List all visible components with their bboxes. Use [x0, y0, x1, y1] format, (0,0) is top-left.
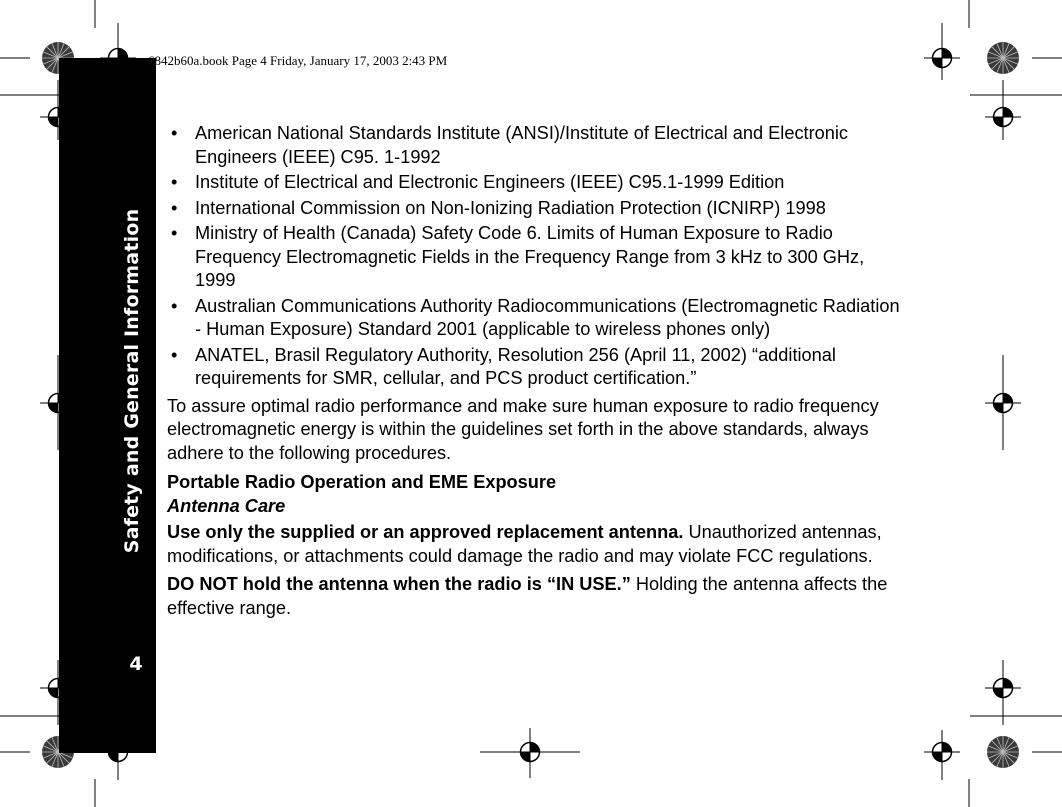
page-number: 4: [129, 653, 143, 675]
bullet: •: [171, 172, 178, 192]
antenna-paragraph: [167, 521, 907, 568]
list-item-text: Ministry of Health (Canada) Safety Code 6. Limits of Human Exposure to Radio Frequency Electromagnetic Fields in the Frequency Range from 3 kHz to 300 GHz, 1999: [195, 223, 865, 290]
list-item: [167, 122, 907, 169]
paragraph-body: Unauthorized antennas, modifications, or attachments could damage the radio and may violate FCC regulations.: [167, 522, 882, 566]
intro-paragraph: To assure optimal radio performance and make sure human exposure to radio frequency electromagnetic energy is within the guidelines set forth in the above standards, always adhere to the following procedures.: [167, 395, 879, 463]
list-item-text: Australian Communications Authority Radiocommunications (Electromagnetic Radiation - Human Exposure) Standard 2001 (applicable to wireless phones only): [195, 295, 900, 339]
list-item: [167, 222, 907, 293]
list-item: [167, 197, 907, 221]
bullet: •: [171, 197, 178, 218]
page-content: [167, 122, 907, 620]
list-item: [167, 171, 907, 195]
paragraph-body: Holding the antenna affects the effective range.: [167, 574, 888, 618]
subsection-heading: Antenna Care: [167, 495, 286, 516]
book-header: 6842b60a.book Page 4 Friday, January 17, 2003 2:43 PM: [148, 53, 448, 68]
list-item-text: ANATEL, Brasil Regulatory Authority, Resolution 256 (April 11, 2002) “additional requirements for SMR, cellular, and PCS product certification.”: [195, 344, 836, 388]
list-item: [167, 295, 907, 342]
list-item-text: International Commission on Non-Ionizing Radiation Protection (ICNIRP) 1998: [195, 197, 826, 218]
bullet: •: [171, 223, 178, 243]
section-tab-title: Safety and General Information: [121, 208, 143, 554]
list-item: [167, 344, 907, 391]
paragraph-lead: DO NOT hold the antenna when the radio is “IN USE.”: [167, 574, 631, 594]
list-item-text: Institute of Electrical and Electronic Engineers (IEEE) C95.1-1999 Edition: [195, 172, 785, 192]
bullet: •: [171, 295, 178, 316]
antenna-paragraph: [167, 573, 907, 620]
paragraph-lead: Use only the supplied or an approved replacement antenna.: [167, 522, 684, 542]
bullet: •: [171, 344, 178, 365]
section-heading: Portable Radio Operation and EME Exposure: [167, 472, 557, 492]
standards-list: [167, 122, 907, 391]
list-item-text: American National Standards Institute (ANSI)/Institute of Electrical and Electronic Engineers (IEEE) C95. 1-1992: [195, 123, 849, 167]
bullet: •: [171, 123, 178, 143]
